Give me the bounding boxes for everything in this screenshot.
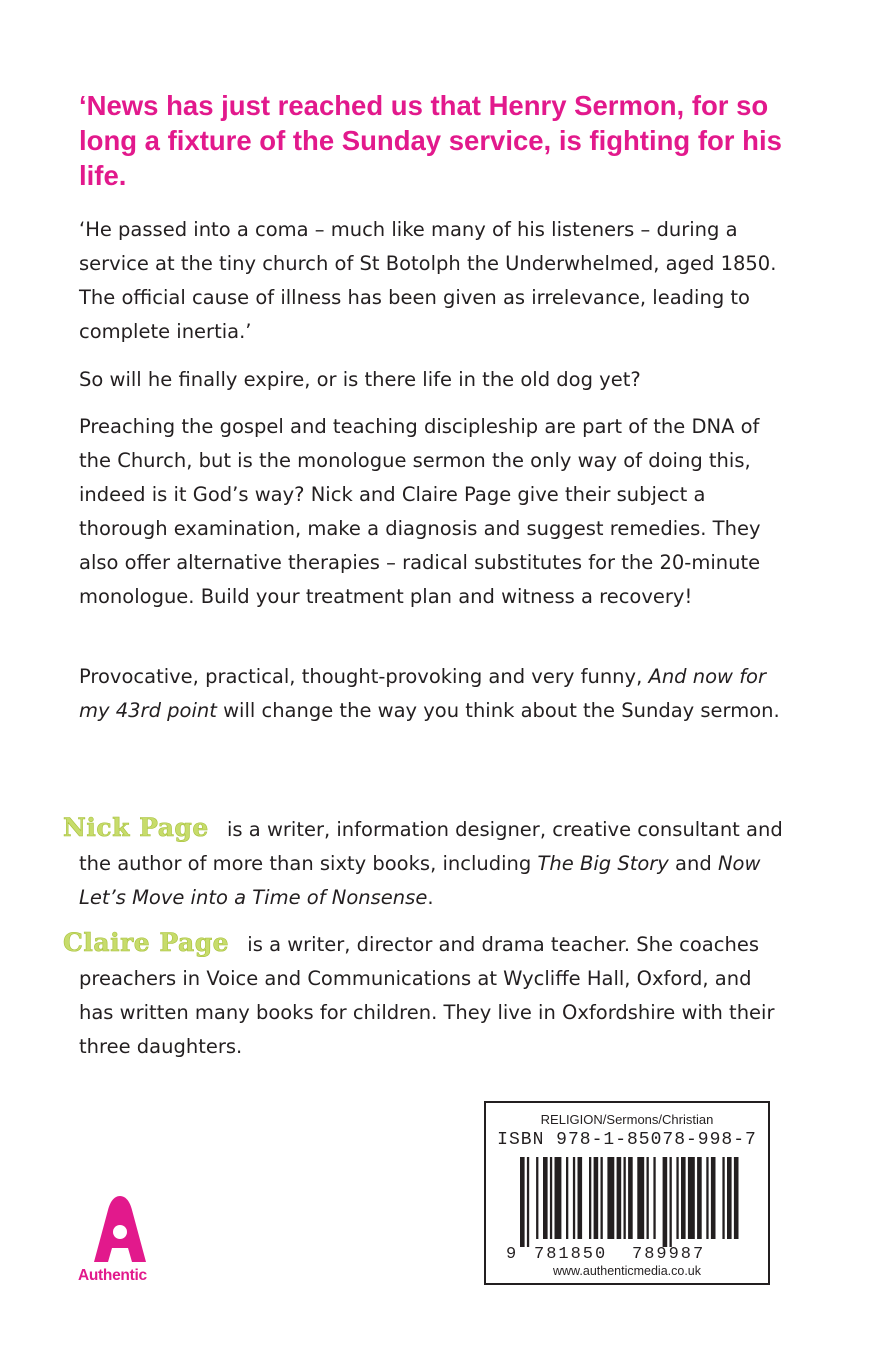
nick-bio-end: .	[427, 886, 434, 909]
barcode-bar	[722, 1157, 724, 1239]
barcode-bar	[607, 1157, 614, 1239]
barcode-bar	[573, 1157, 575, 1239]
barcode-bar	[681, 1157, 686, 1239]
coma-paragraph: ‘He passed into a coma – much like many of his listeners – during a service at the tiny church of St Botolph the Underwhelmed, aged 1850. The official cause of illness has been given as irrelevance, leading to complete inertia.’	[79, 218, 777, 343]
lead-quote: ‘News has just reached us that Henry Sermon, for so long a fixture of the Sunday service, is fighting for his life.	[79, 90, 782, 191]
nick-page-name: Nick Page	[63, 813, 209, 842]
description-paragraph: Preaching the gospel and teaching discipleship are part of the DNA of the Church, but is the monologue sermon the only way of doing this, indeed is it God’s way? Nick and Claire Page give their subject a thorough examination, make a diagnosis and suggest remedies. They also offer alternative therapies – radical substitutes for the 20-minute monologue. Build your treatment plan and witness a recovery!	[79, 415, 761, 608]
barcode-bar	[697, 1157, 702, 1239]
nick-bio-and: and	[668, 852, 718, 875]
barcode-bar	[663, 1157, 668, 1247]
barcode-category: RELIGION/Sermons/Christian	[540, 1112, 714, 1127]
barcode-bar	[637, 1157, 644, 1239]
claire-bio-text: is a writer, director and drama teacher. She coaches preachers in Voice and Communications at Wycliffe Hall, Oxford, and has written many books for children. They live in Oxfordshire with their three daughters.	[79, 933, 775, 1058]
barcode-group-2: 789987	[632, 1245, 706, 1261]
book-title: And now for my 43rd point	[79, 665, 767, 722]
barcode-bar	[706, 1157, 708, 1239]
barcode-first-digit: 9	[506, 1245, 517, 1261]
barcode-bar	[555, 1157, 562, 1239]
barcode-bar	[601, 1157, 603, 1239]
barcode-bar	[543, 1157, 548, 1239]
barcode-bar	[670, 1157, 672, 1247]
isbn-label: ISBN 978-1-85078-998-7	[497, 1130, 757, 1150]
nick-page-bio	[63, 811, 791, 915]
barcode-bar	[550, 1157, 552, 1239]
barcode-bar	[589, 1157, 591, 1239]
barcode-bar	[653, 1157, 655, 1239]
barcode-bar	[647, 1157, 649, 1239]
publisher-name: Authentic	[78, 1267, 147, 1284]
praise-text-end: will change the way you think about the Sunday sermon.	[216, 699, 780, 722]
barcode-bar	[520, 1157, 525, 1247]
barcode-bar	[536, 1157, 538, 1239]
barcode-bar	[688, 1157, 695, 1239]
barcode-icon	[504, 1157, 754, 1261]
barcode-bar	[624, 1157, 626, 1239]
barcode-bar	[734, 1157, 739, 1239]
barcode-bar	[566, 1157, 568, 1239]
barcode-bar	[578, 1157, 583, 1239]
barcode-box	[484, 1101, 770, 1285]
praise-paragraph	[79, 660, 791, 728]
barcode-bar	[727, 1157, 732, 1239]
barcode-bar	[594, 1157, 599, 1239]
nick-book-2: Now Let’s Move into a Time of Nonsense	[79, 852, 761, 909]
barcode-bar	[711, 1157, 716, 1239]
publisher-url: www.authenticmedia.co.uk	[553, 1264, 701, 1278]
praise-text-start: Provocative, practical, thought-provoking and very funny,	[79, 665, 649, 688]
barcode-bar	[617, 1157, 622, 1239]
barcode-group-1: 781850	[534, 1245, 608, 1261]
barcode-bar	[676, 1157, 678, 1239]
nick-bio-text: is a writer, information designer, creative consultant and the author of more than sixty books, including	[79, 818, 783, 875]
question-paragraph: So will he finally expire, or is there life in the old dog yet?	[79, 368, 641, 391]
claire-page-bio	[63, 926, 791, 1064]
nick-book-1: The Big Story	[537, 852, 669, 875]
claire-page-name: Claire Page	[63, 928, 230, 957]
barcode-bar	[628, 1157, 633, 1239]
barcode-bar	[527, 1157, 529, 1247]
